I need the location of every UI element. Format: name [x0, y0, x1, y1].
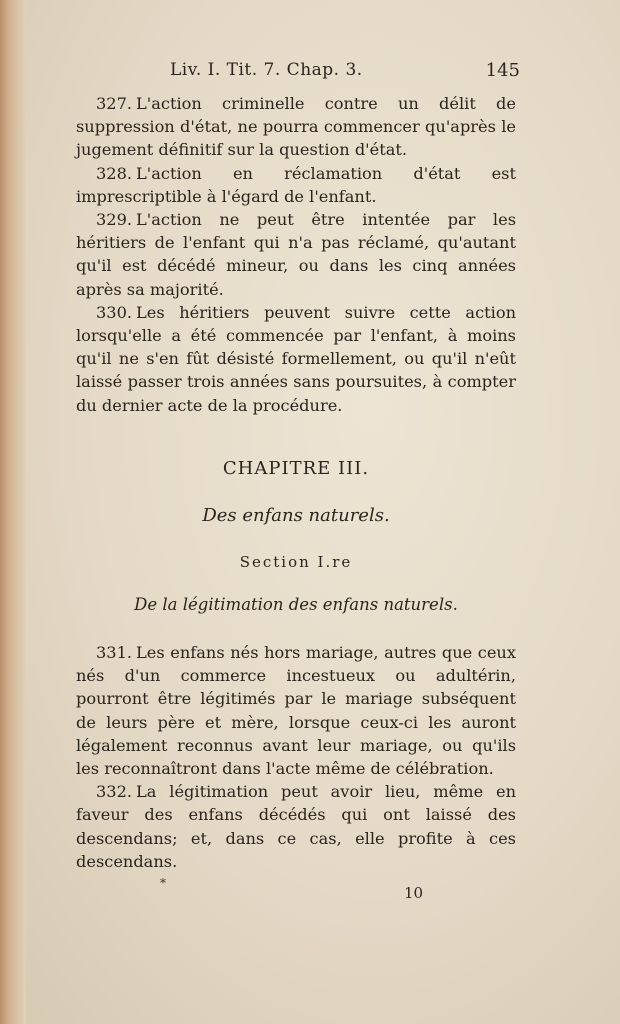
article-number: 332. [96, 782, 133, 802]
article-number: 327. [96, 94, 133, 113]
article-number: 330. [96, 302, 133, 322]
running-head: Liv. I. Tit. 7. Chap. 3. [170, 60, 363, 80]
section-title: Section I.re [239, 553, 353, 571]
signature-mark: 10 [404, 884, 424, 902]
article-text: Les enfans nés hors mariage, autres que ceux nés d'un commerce incestueux ou adultérin, pourront être légitimés par le mariage subséquent de leurs père et mère, lorsque ceux-ci les auront légalement reconnus avant leur mariage, ou qu'ils les reconnaîtront dans l'acte même de célébration. [76, 643, 516, 779]
article-number: 329. [96, 210, 133, 230]
chapter-title: CHAPITRE III. [222, 458, 370, 479]
book-spine-shadow [0, 0, 26, 1024]
article-329 [76, 208, 516, 301]
article-number: 328. [96, 163, 133, 183]
article-328 [76, 162, 516, 208]
article-text: L'action ne peut être intentée par les héritiers de l'enfant qui n'a pas réclamé, qu'autant qu'il est décédé mineur, ou dans les cinq années après sa majorité. [76, 210, 516, 299]
article-text: La légitimation peut avoir lieu, même en faveur des enfans décédés qui ont laissé des descendans; et, dans ce cas, elle profite à ces descendans. [76, 782, 516, 871]
chapter-subtitle: Des enfans naturels. [202, 505, 390, 526]
articles-bottom [76, 641, 516, 873]
article-332 [76, 780, 516, 873]
printer-mark: * [160, 876, 166, 890]
article-text: Les héritiers peuvent suivre cette action lorsqu'elle a été commencée par l'enfant, à moins qu'il ne s'en fût désisté formellement, ou qu'il n'eût laissé passer trois années sans poursuites, à compter du dernier acte de la procédure. [76, 302, 516, 415]
page-number: 145 [485, 60, 520, 81]
article-text: L'action en réclamation d'état est imprescriptible à l'égard de l'enfant. [76, 163, 516, 206]
article-327 [76, 92, 516, 162]
article-330 [76, 301, 516, 417]
article-text: L'action criminelle contre un délit de suppression d'état, ne pourra commencer qu'après le jugement définitif sur la question d'état. [76, 94, 516, 160]
section-subtitle: De la légitimation des enfans naturels. [134, 595, 458, 614]
article-number: 331. [96, 643, 133, 662]
page-header [170, 60, 520, 86]
article-331 [76, 641, 516, 780]
articles-top [76, 92, 516, 417]
